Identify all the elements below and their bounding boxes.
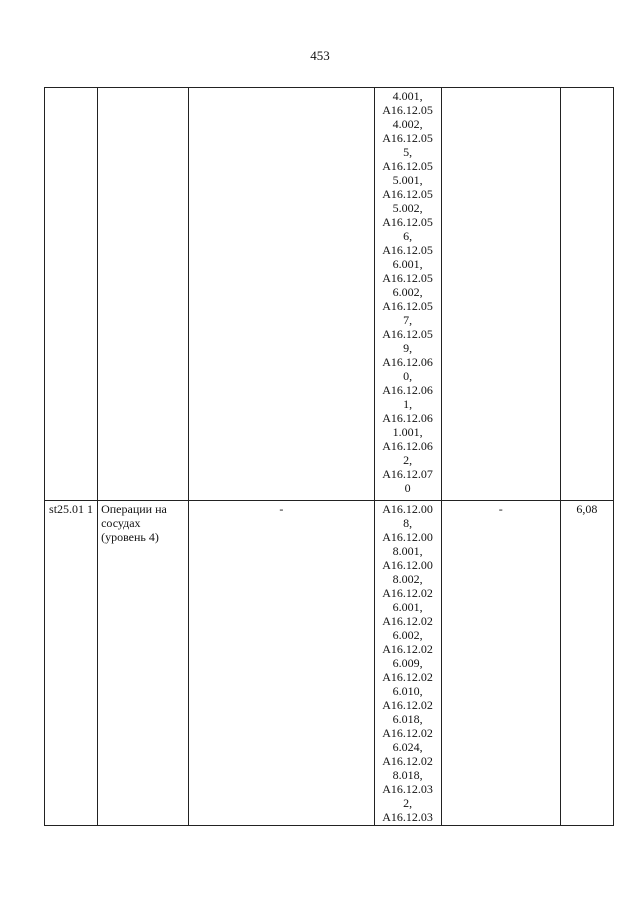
- service-code-line: A16.12.03: [382, 810, 433, 824]
- service-code-line: 9,: [403, 341, 413, 355]
- service-code-line: 6.001,: [392, 600, 423, 614]
- service-code-line: 4.002,: [392, 117, 423, 131]
- coefficient-cell: [560, 88, 613, 501]
- service-code-line: 6.018,: [392, 712, 423, 726]
- service-code-line: A16.12.05: [382, 187, 433, 201]
- service-code-line: 8.002,: [392, 572, 423, 586]
- service-code-line: A16.12.02: [382, 586, 433, 600]
- service-code-line: 6.002,: [392, 285, 423, 299]
- service-code-line: A16.12.00: [382, 530, 433, 544]
- service-code-line: A16.12.06: [382, 355, 433, 369]
- group-name-cell: [98, 88, 189, 501]
- service-code-line: 2,: [403, 796, 413, 810]
- service-code-line: A16.12.02: [382, 754, 433, 768]
- service-code-line: 6.009,: [392, 656, 423, 670]
- group-code-cell: [45, 501, 98, 826]
- page-number: 453: [310, 48, 330, 63]
- service-code-line: A16.12.05: [382, 215, 433, 229]
- service-code-line: 8,: [403, 516, 413, 530]
- service-code-line: A16.12.02: [382, 726, 433, 740]
- service-code-line: 5.002,: [392, 201, 423, 215]
- service-code-line: A16.12.06: [382, 383, 433, 397]
- coefficient-cell: 6,08: [560, 501, 613, 826]
- service-code-line: A16.12.05: [382, 271, 433, 285]
- service-code-line: 2,: [403, 453, 413, 467]
- diagnosis-codes-cell: [189, 88, 374, 501]
- group-code-text: st25.01 1: [49, 502, 94, 516]
- service-code-line: A16.12.05: [382, 159, 433, 173]
- service-code-line: A16.12.02: [382, 614, 433, 628]
- service-code-line: A16.12.03: [382, 782, 433, 796]
- service-code-line: 0: [404, 481, 411, 495]
- service-code-line: A16.12.02: [382, 670, 433, 684]
- service-code-line: 6.024,: [392, 740, 423, 754]
- table-row: [45, 501, 614, 826]
- service-code-line: 1.001,: [392, 425, 423, 439]
- service-code-line: 6,: [403, 229, 413, 243]
- extra-criteria-cell: [441, 88, 560, 501]
- service-code-line: A16.12.00: [382, 558, 433, 572]
- service-code-line: A16.12.05: [382, 299, 433, 313]
- service-code-line: 0,: [403, 369, 413, 383]
- service-code-line: A16.12.06: [382, 411, 433, 425]
- service-code-line: A16.12.02: [382, 698, 433, 712]
- extra-criteria-cell: -: [441, 501, 560, 826]
- service-code-line: A16.12.05: [382, 243, 433, 257]
- service-code-line: A16.12.05: [382, 103, 433, 117]
- service-code-line: A16.12.06: [382, 439, 433, 453]
- group-name-cell: Операции на сосудах (уровень 4): [98, 501, 189, 826]
- diagnosis-codes-cell: -: [189, 501, 374, 826]
- service-code-line: 6.010,: [392, 684, 423, 698]
- service-code-line: 1,: [403, 397, 413, 411]
- service-code-line: 7,: [403, 313, 413, 327]
- service-code-line: A16.12.05: [382, 327, 433, 341]
- service-code-line: 8.001,: [392, 544, 423, 558]
- service-code-line: 4.001,: [392, 89, 423, 103]
- service-code-line: 5.001,: [392, 173, 423, 187]
- service-code-line: 6.001,: [392, 257, 423, 271]
- group-code-cell: [45, 88, 98, 501]
- service-code-line: A16.12.02: [382, 642, 433, 656]
- service-code-line: A16.12.00: [382, 502, 433, 516]
- service-code-line: A16.12.07: [382, 467, 433, 481]
- table-row: [45, 88, 614, 501]
- service-codes-cell: [374, 88, 441, 501]
- service-code-line: 8.018,: [392, 768, 423, 782]
- service-code-line: 5,: [403, 145, 413, 159]
- tariff-table: [44, 87, 614, 826]
- service-code-line: A16.12.05: [382, 131, 433, 145]
- service-codes-cell: [374, 501, 441, 826]
- service-code-line: 6.002,: [392, 628, 423, 642]
